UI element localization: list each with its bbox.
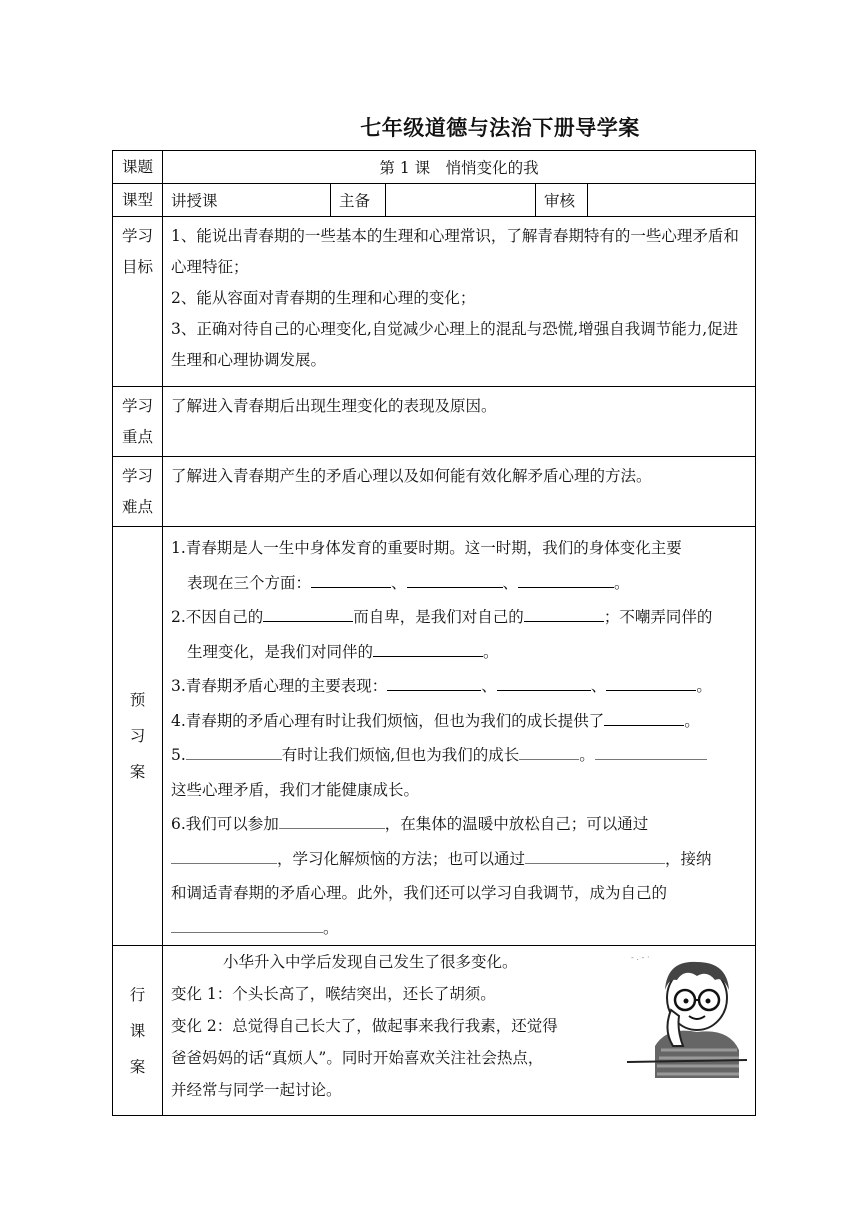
review-field[interactable]: [588, 184, 756, 217]
question-end: 。: [614, 573, 630, 592]
preview-label-char: 预: [129, 691, 146, 709]
answer-blank[interactable]: [279, 810, 385, 829]
question-text: 2.不因自己的: [171, 608, 264, 626]
difficulty-text: 了解进入青春期产生的矛盾心理以及如何能有效化解矛盾心理的方法。: [163, 457, 756, 527]
main-prep-field[interactable]: [386, 184, 536, 217]
question-text: 表现在三个方面：: [187, 573, 312, 592]
answer-blank[interactable]: [604, 707, 684, 726]
question-text: 3.青春期矛盾心理的主要表现：: [171, 677, 388, 695]
topic-row: [113, 151, 756, 184]
type-value: 讲授课: [163, 184, 331, 217]
focus-label-1: 学习: [121, 397, 153, 415]
lesson-label-char: 案: [129, 1057, 146, 1076]
svg-text:- . - ·: - . - ·: [631, 953, 650, 962]
preview-content: [163, 527, 756, 946]
topic-value: 第 1 课 悄悄变化的我: [163, 151, 756, 184]
question-text: 生理变化，是我们对同伴的: [187, 642, 374, 661]
question-text: ；不嘲弄同伴的: [603, 608, 713, 626]
question-3: [171, 669, 747, 704]
worksheet-table: [112, 150, 756, 1116]
question-text: 6.我们可以参加: [171, 815, 279, 833]
question-text: 这些心理矛盾，我们才能健康成长。: [171, 780, 420, 799]
question-text: 有时让我们烦恼,但也为我们的成长: [281, 746, 520, 764]
answer-blank[interactable]: [519, 741, 579, 760]
question-1: [171, 531, 747, 600]
question-text: 和调适青春期的矛盾心理。此外，我们还可以学习自我调节，成为自己的: [171, 884, 668, 902]
thinking-boy-illustration: [627, 950, 747, 1080]
type-label: 课型: [113, 184, 163, 217]
answer-blank[interactable]: [263, 603, 353, 622]
topic-label: 课题: [113, 151, 163, 184]
lesson-row: [113, 946, 756, 1116]
main-prep-label: 主备: [331, 184, 386, 217]
question-text: 。: [579, 746, 595, 764]
separator: 、: [502, 573, 519, 592]
review-label: 审核: [536, 184, 588, 217]
preview-label-char: 案: [129, 763, 146, 781]
goal-item: 1、能说出青春期的一些基本的生理和心理常识，了解青春期特有的一些心理矛盾和心理特征；: [171, 227, 739, 276]
lesson-label-char: 行: [129, 985, 146, 1004]
preview-label-char: 习: [129, 727, 146, 745]
goals-label-2: 目标: [121, 258, 153, 276]
answer-blank[interactable]: [407, 569, 503, 588]
focus-text: 了解进入青春期后出现生理变化的表现及原因。: [163, 387, 756, 457]
answer-blank[interactable]: [373, 638, 483, 657]
answer-blank[interactable]: [186, 741, 282, 760]
page-title: 七年级道德与法治下册导学案: [360, 116, 640, 140]
question-text: 而自卑，是我们对自己的: [353, 608, 524, 626]
difficulty-row: [113, 457, 756, 527]
separator: 、: [481, 677, 497, 695]
difficulty-label-1: 学习: [121, 467, 153, 485]
preview-row: [113, 527, 756, 946]
difficulty-label: [113, 457, 163, 527]
focus-label: [113, 387, 163, 457]
answer-blank[interactable]: [497, 672, 591, 691]
goal-item: 2、能从容面对青春期的生理和心理的变化；: [171, 289, 476, 307]
separator: 、: [590, 677, 607, 695]
answer-blank[interactable]: [387, 672, 481, 691]
goals-label-1: 学习: [121, 227, 153, 245]
answer-blank[interactable]: [311, 569, 391, 588]
question-5: [171, 738, 747, 807]
question-6: [171, 807, 747, 945]
answer-blank[interactable]: [525, 845, 665, 864]
answer-blank[interactable]: [524, 603, 604, 622]
question-text: ，学习化解烦恼的方法；也可以通过: [277, 849, 526, 868]
answer-blank[interactable]: [171, 845, 277, 864]
question-end: 。: [483, 642, 499, 661]
question-2: [171, 600, 747, 669]
question-text: 4.青春期的矛盾心理有时让我们烦恼，但也为我们的成长提供了: [171, 711, 605, 730]
lesson-label-char: 课: [129, 1021, 146, 1040]
question-text: ，接纳: [665, 849, 712, 868]
lesson-intro: 小华升入中学后发现自己发生了很多变化。: [223, 953, 518, 971]
focus-row: [113, 387, 756, 457]
goals-label: [113, 217, 163, 387]
goals-row: [113, 217, 756, 387]
lesson-change-2a: 变化 2：总觉得自己长大了，做起事来我行我素，还觉得: [171, 1017, 558, 1035]
goal-item: 3、正确对待自己的心理变化,自觉减少心理上的混乱与恐慌,增强自我调节能力,促进生理和心理协调发展。: [171, 320, 739, 369]
question-4: [171, 704, 747, 739]
question-end: 。: [684, 711, 700, 730]
lesson-change-2b: 爸爸妈妈的话“真烦人”。同时开始喜欢关注社会热点，: [171, 1049, 544, 1067]
type-row: [113, 184, 756, 217]
answer-blank[interactable]: [595, 741, 707, 760]
lesson-change-1: 变化 1：个头长高了，喉结突出，还长了胡须。: [171, 985, 496, 1003]
answer-blank[interactable]: [606, 672, 696, 691]
lesson-change-2c: 并经常与同学一起讨论。: [171, 1081, 342, 1099]
difficulty-label-2: 难点: [121, 498, 153, 516]
answer-blank[interactable]: [518, 569, 614, 588]
question-text: 5.: [171, 746, 186, 764]
separator: 、: [391, 573, 407, 592]
focus-label-2: 重点: [121, 428, 153, 446]
question-text: ，在集体的温暖中放松自己；可以通过: [384, 815, 649, 833]
question-text: 1.青春期是人一生中身体发育的重要时期。这一时期，我们的身体变化主要: [171, 539, 682, 557]
preview-label: [113, 527, 163, 946]
question-end: 。: [323, 918, 339, 937]
goals-content: [163, 217, 756, 387]
question-end: 。: [696, 677, 712, 695]
lesson-label: [113, 946, 163, 1116]
lesson-content: [163, 946, 756, 1116]
answer-blank[interactable]: [171, 914, 323, 933]
